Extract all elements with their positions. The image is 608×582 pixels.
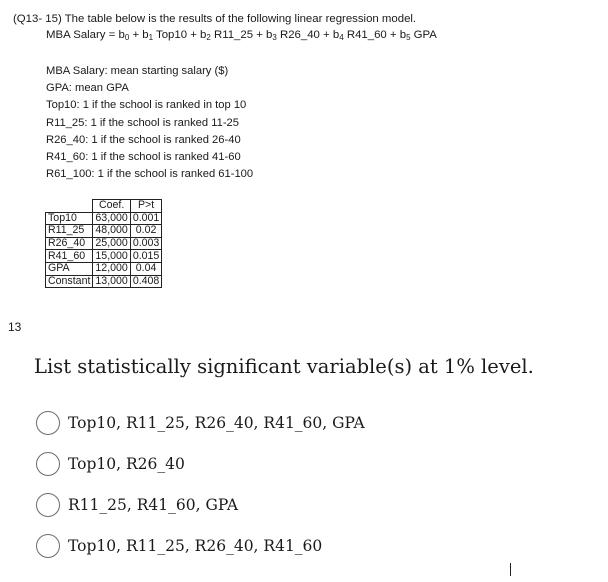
definition-item: R61_100: 1 if the school is ranked 61-100 (46, 168, 254, 181)
model-term: R26_40 + b (276, 29, 340, 41)
answer-option-1[interactable] (36, 411, 365, 435)
table-row (46, 275, 162, 288)
column-header-coef: Coef. (93, 200, 130, 213)
table-header-row (46, 200, 162, 213)
table-row (46, 225, 162, 238)
definition-item: R26_40: 1 if the school is ranked 26-40 (46, 133, 241, 146)
coef-cell: 13,000 (93, 275, 130, 288)
coef-cell: 48,000 (93, 225, 130, 238)
definition-item: R41_60: 1 if the school is ranked 41-60 (46, 151, 241, 164)
column-header-p: P>t (130, 200, 162, 213)
variable-name-cell: Top10 (46, 212, 93, 225)
radio-button[interactable] (36, 411, 60, 435)
coef-subscript: 3 (272, 33, 277, 42)
variable-definitions (46, 63, 253, 183)
coef-subscript: 4 (339, 33, 344, 42)
variable-name-cell: GPA (46, 262, 93, 275)
model-term: Top10 + b (153, 29, 207, 41)
p-value-cell: 0.02 (130, 225, 162, 238)
coef-subscript: 1 (148, 33, 154, 42)
variable-name-cell: Constant (46, 275, 93, 288)
radio-button[interactable] (36, 452, 60, 476)
p-value-cell: 0.408 (130, 275, 162, 288)
p-value-cell: 0.003 (130, 237, 162, 250)
definition-item: R11_25: 1 if the school is ranked 11-25 (46, 116, 239, 129)
variable-name-cell: R26_40 (46, 237, 93, 250)
table-row (46, 250, 162, 263)
coef-subscript: 5 (406, 33, 411, 42)
definition-item: GPA: mean GPA (46, 82, 129, 95)
question-prompt: List statistically significant variable(s) at 1% level. (34, 355, 534, 378)
variable-name-cell: R41_60 (46, 250, 93, 263)
model-term: R41_60 + b (343, 29, 407, 41)
coef-cell: 15,000 (93, 250, 130, 263)
table-row (46, 262, 162, 275)
answer-option-label[interactable]: R11_25, R41_60, GPA (68, 496, 239, 514)
question-number: 13 (8, 320, 22, 334)
radio-button[interactable] (36, 534, 60, 558)
model-term: GPA (410, 29, 437, 41)
answer-option-4[interactable] (36, 534, 322, 558)
p-value-cell: 0.001 (130, 212, 162, 225)
model-term: + b (129, 29, 149, 41)
definition-item: Top10: 1 if the school is ranked in top 10 (46, 99, 247, 112)
model-term: R11_25 + b (210, 29, 273, 41)
coef-cell: 12,000 (93, 262, 130, 275)
coef-subscript: 2 (206, 33, 211, 42)
table-row (46, 237, 162, 250)
table-row (46, 212, 162, 225)
answer-option-label[interactable]: Top10, R11_25, R26_40, R41_60, GPA (68, 414, 365, 432)
variable-name-cell: R11_25 (46, 225, 93, 238)
question-intro: (Q13- 15) The table below is the results of the following linear regression model. (13, 13, 417, 25)
model-lhs: MBA Salary = b (46, 29, 125, 41)
definition-item: MBA Salary: mean starting salary ($) (46, 65, 229, 77)
coef-cell: 63,000 (93, 212, 130, 225)
radio-button[interactable] (36, 493, 60, 517)
table-corner-cell (46, 200, 93, 213)
answer-option-2[interactable] (36, 452, 185, 476)
coef-cell: 25,000 (93, 237, 130, 250)
coef-subscript: 0 (124, 33, 130, 42)
answer-option-3[interactable] (36, 493, 238, 517)
regression-results-table (45, 199, 162, 288)
p-value-cell: 0.04 (130, 262, 162, 275)
answer-option-label[interactable]: Top10, R26_40 (68, 455, 185, 473)
regression-model-equation (46, 28, 437, 42)
answer-option-label[interactable]: Top10, R11_25, R26_40, R41_60 (68, 537, 323, 555)
p-value-cell: 0.015 (130, 250, 162, 263)
text-cursor-icon (510, 563, 511, 576)
